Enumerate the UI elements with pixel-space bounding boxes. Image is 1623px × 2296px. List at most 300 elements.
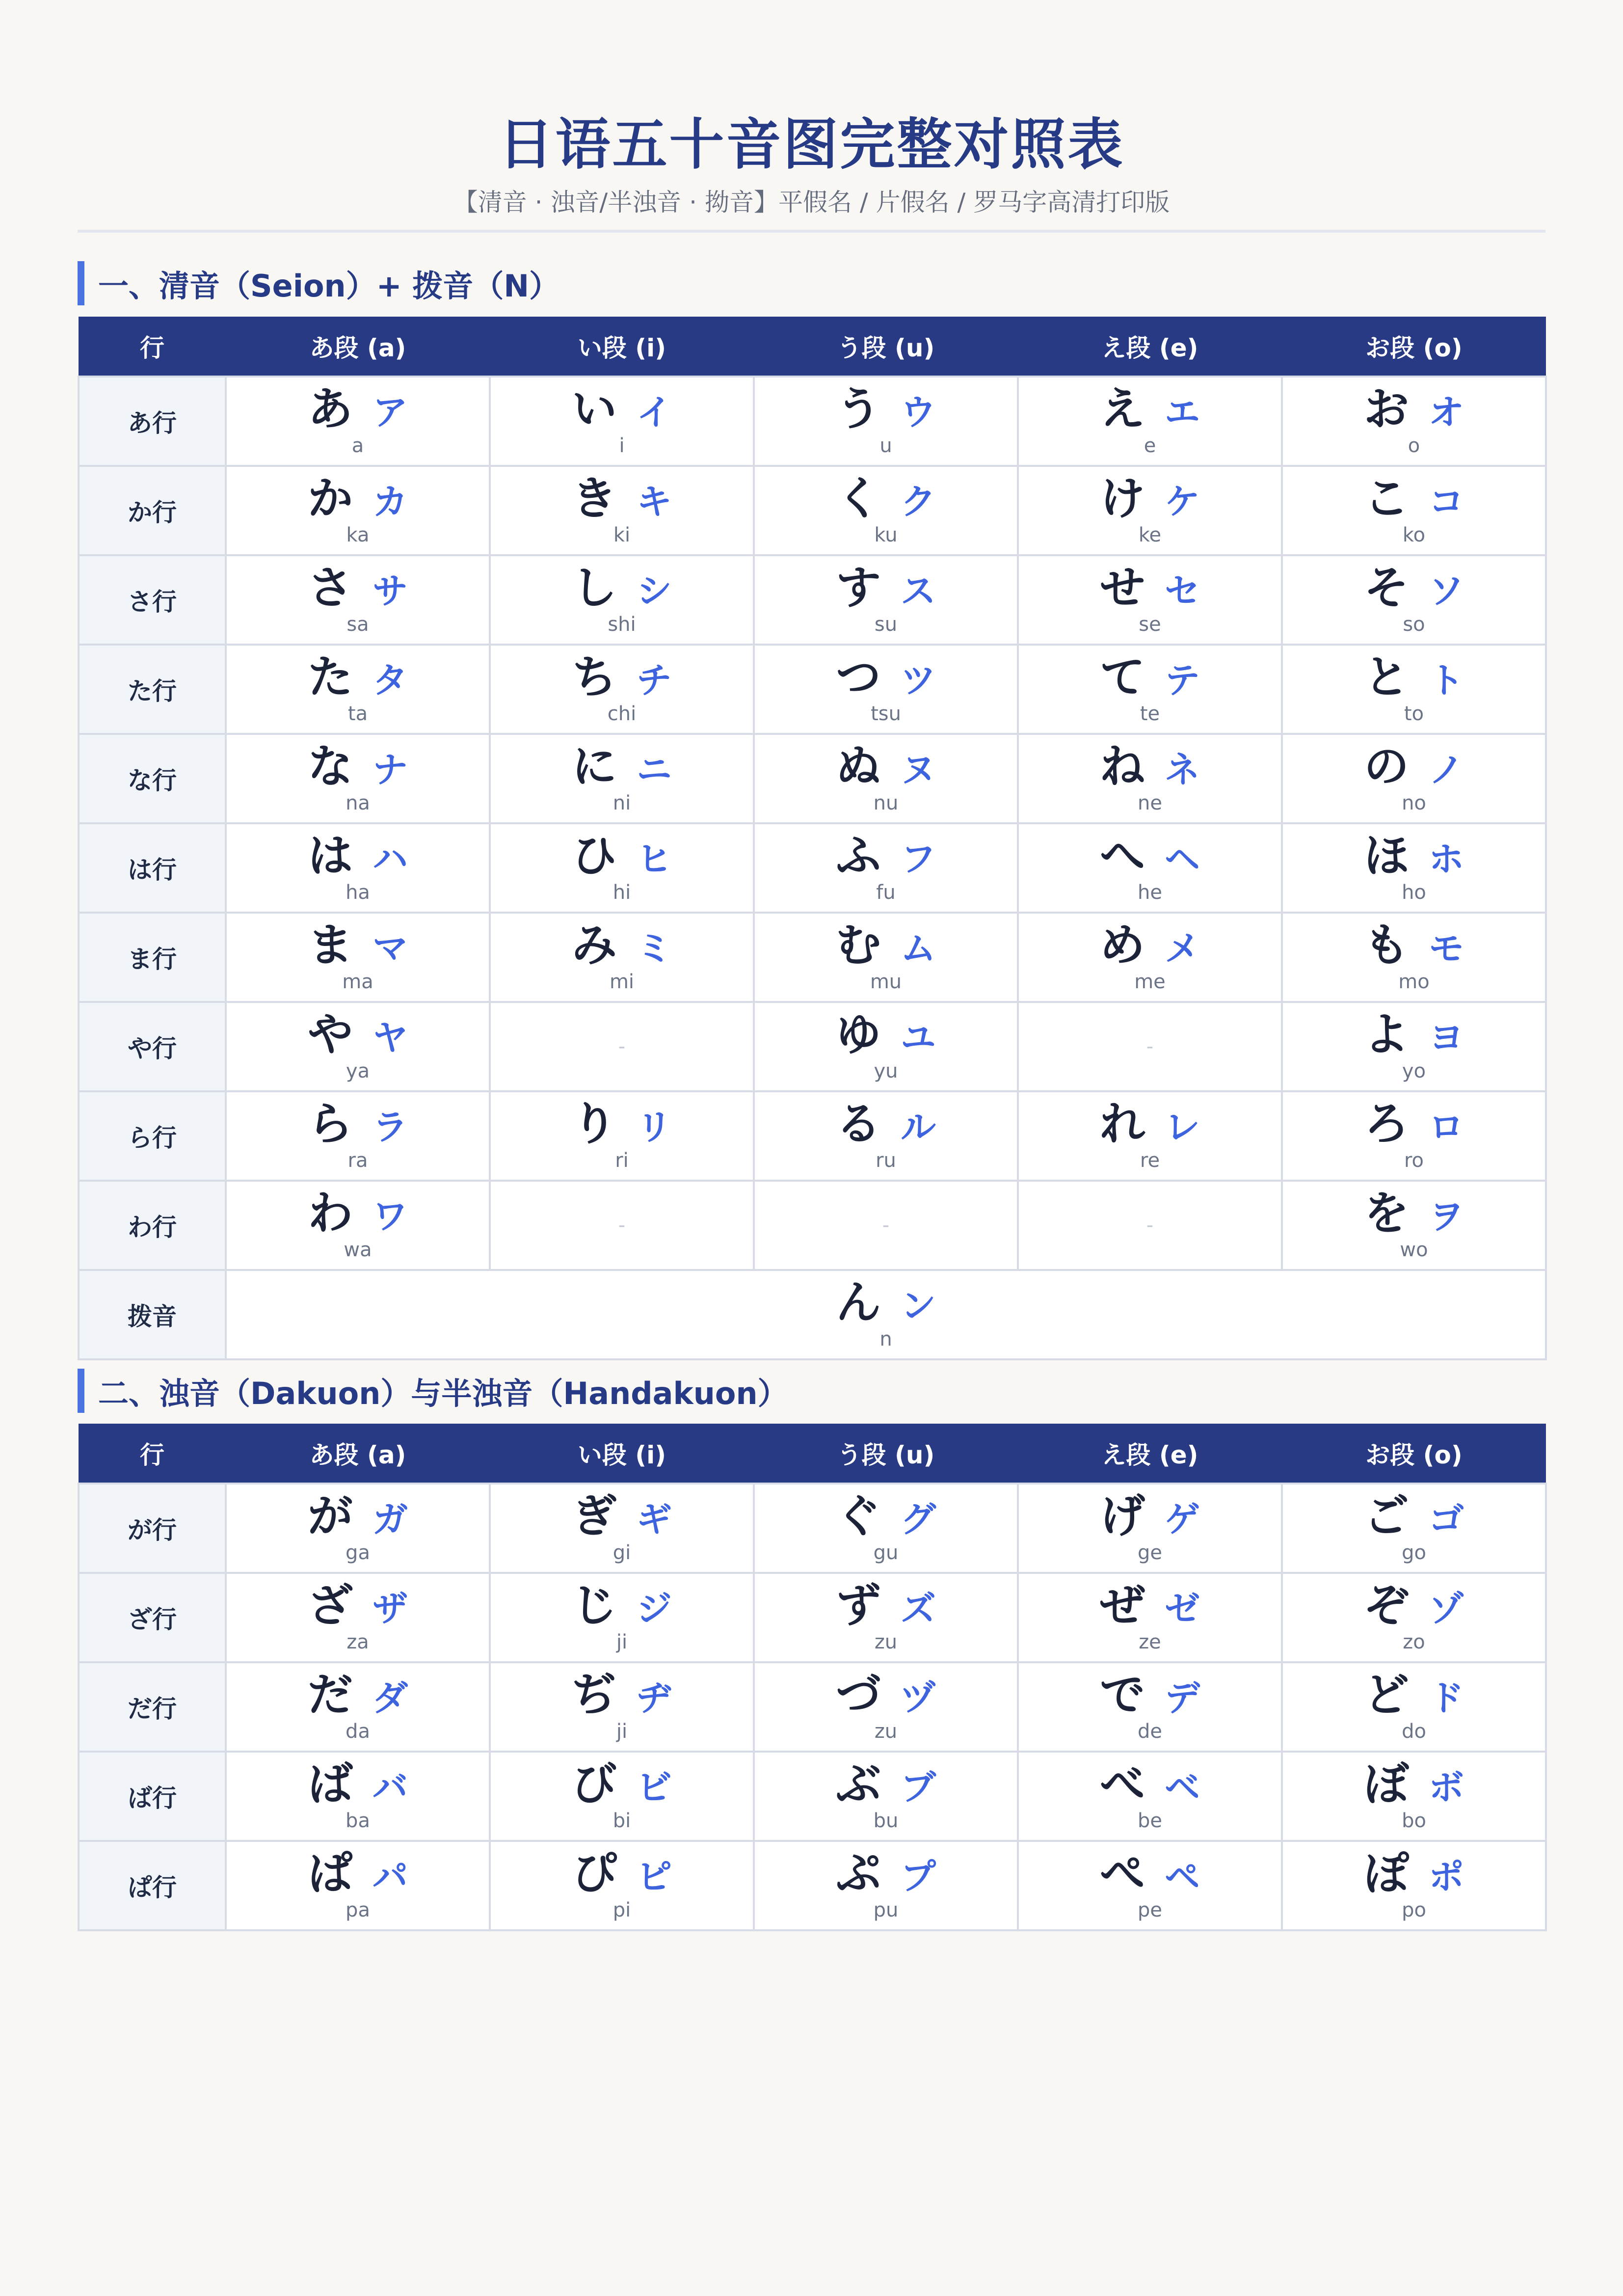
- katakana-char: ゴ: [1429, 1499, 1464, 1540]
- kana-cell: [1018, 377, 1282, 466]
- romaji-label: ku: [874, 524, 898, 546]
- hiragana-char: ふ: [835, 830, 881, 882]
- katakana-char: ゲ: [1165, 1499, 1200, 1540]
- kana-cell: [1282, 1573, 1546, 1662]
- kana-pair: [307, 1758, 408, 1832]
- hiragana-char: く: [835, 472, 881, 525]
- kana-cell: [226, 1573, 490, 1662]
- table-row: [79, 466, 1546, 555]
- row-label: さ行: [79, 555, 226, 645]
- kana-pair: [1099, 562, 1200, 636]
- romaji-label: n: [879, 1328, 892, 1351]
- romaji-label: o: [1408, 434, 1420, 457]
- table-row: [79, 1484, 1546, 1573]
- kana-pair: [571, 1847, 672, 1921]
- kana-pair: [1363, 919, 1464, 993]
- header-row-label: 行: [79, 317, 226, 377]
- romaji-label: fu: [876, 881, 896, 904]
- romaji-label: ki: [613, 524, 631, 546]
- katakana-char: ム: [901, 928, 936, 969]
- romaji-label: bi: [612, 1810, 631, 1832]
- kana-cell: [226, 1270, 1546, 1359]
- katakana-char: エ: [1165, 392, 1200, 433]
- romaji-label: re: [1140, 1149, 1160, 1172]
- romaji-label: ji: [616, 1631, 628, 1653]
- hiragana-char: ぼ: [1363, 1758, 1409, 1810]
- katakana-char: ブ: [901, 1767, 936, 1808]
- header-row-label: 行: [79, 1424, 226, 1484]
- kana-cell: [1018, 1841, 1282, 1930]
- kana-cell: [1282, 734, 1546, 823]
- table-row: [79, 1181, 1546, 1270]
- kana-pair: [1363, 562, 1464, 636]
- katakana-char: フ: [901, 838, 936, 880]
- kana-pair: [1363, 472, 1464, 546]
- header-column-u: う段 (u): [754, 317, 1018, 377]
- kana-pair: [1099, 472, 1200, 546]
- katakana-char: ヅ: [901, 1677, 936, 1719]
- hiragana-char: ぱ: [307, 1847, 353, 1900]
- romaji-label: no: [1402, 792, 1426, 814]
- katakana-char: ヤ: [372, 1017, 408, 1058]
- kana-cell: [490, 1841, 754, 1930]
- hiragana-char: こ: [1363, 472, 1409, 525]
- row-label: ま行: [79, 913, 226, 1002]
- kana-cell: [226, 1002, 490, 1091]
- kana-pair: [1099, 1669, 1200, 1743]
- kana-cell: [490, 1002, 754, 1091]
- romaji-label: ze: [1139, 1631, 1161, 1653]
- katakana-char: ペ: [1165, 1856, 1200, 1897]
- romaji-label: ji: [616, 1720, 628, 1743]
- romaji-label: ru: [876, 1149, 896, 1172]
- empty-cell-mark: -: [1146, 1035, 1154, 1058]
- hiragana-char: み: [571, 919, 617, 972]
- romaji-label: hi: [612, 881, 631, 904]
- kana-pair: [571, 472, 672, 546]
- hiragana-char: ぢ: [571, 1669, 617, 1721]
- romaji-label: ho: [1402, 881, 1426, 904]
- kana-pair: [1363, 1669, 1464, 1743]
- header-column-a: あ段 (a): [226, 1424, 490, 1484]
- hiragana-char: ぽ: [1363, 1847, 1409, 1900]
- kana-pair: [835, 1669, 936, 1743]
- romaji-label: go: [1402, 1541, 1426, 1564]
- section-title: 一、清音（Seion）+ 拨音（N）: [98, 268, 560, 304]
- kana-cell: [226, 466, 490, 555]
- romaji-label: i: [619, 434, 625, 457]
- hiragana-char: ぬ: [835, 740, 881, 793]
- kana-cell: [490, 1752, 754, 1841]
- katakana-char: ヌ: [901, 749, 936, 790]
- kana-pair: [835, 740, 936, 814]
- kana-pair: [835, 1098, 936, 1172]
- kana-pair: [307, 472, 408, 546]
- empty-cell-mark: -: [1146, 1214, 1154, 1237]
- katakana-char: ヒ: [637, 838, 672, 880]
- romaji-label: na: [346, 792, 370, 814]
- kana-pair: [835, 1490, 936, 1564]
- hiragana-char: ぞ: [1363, 1579, 1409, 1632]
- hiragana-char: の: [1363, 740, 1409, 793]
- kana-pair: [307, 1098, 408, 1172]
- row-label: な行: [79, 734, 226, 823]
- kana-pair: [307, 1847, 408, 1921]
- hiragana-char: て: [1099, 651, 1145, 703]
- romaji-label: yu: [874, 1060, 898, 1082]
- kana-cell: [1018, 1752, 1282, 1841]
- row-label: ば行: [79, 1752, 226, 1841]
- kana-cell: [490, 1484, 754, 1573]
- katakana-char: グ: [901, 1499, 936, 1540]
- hiragana-char: ざ: [307, 1579, 353, 1632]
- romaji-label: pu: [873, 1899, 899, 1921]
- katakana-char: ケ: [1165, 481, 1200, 522]
- kana-pair: [1363, 1579, 1464, 1653]
- kana-pair: [571, 740, 672, 814]
- kana-cell: [490, 913, 754, 1002]
- kana-cell: [1018, 734, 1282, 823]
- kana-cell: [1282, 1662, 1546, 1752]
- romaji-label: ma: [342, 971, 373, 993]
- kana-cell: [226, 734, 490, 823]
- hiragana-char: ど: [1363, 1669, 1409, 1721]
- romaji-label: ko: [1402, 524, 1426, 546]
- hiragana-char: や: [307, 1008, 353, 1061]
- hiragana-char: ぜ: [1099, 1579, 1145, 1632]
- hiragana-char: び: [571, 1758, 617, 1810]
- hiragana-char: ぎ: [571, 1490, 617, 1542]
- romaji-label: pa: [346, 1899, 370, 1921]
- hiragana-char: に: [571, 740, 617, 793]
- hiragana-char: ち: [571, 651, 617, 703]
- row-label: ぱ行: [79, 1841, 226, 1930]
- katakana-char: ツ: [901, 660, 936, 701]
- katakana-char: マ: [372, 928, 408, 969]
- header-column-e: え段 (e): [1018, 317, 1282, 377]
- romaji-label: ri: [615, 1149, 629, 1172]
- romaji-label: zu: [874, 1720, 898, 1743]
- katakana-char: ヲ: [1429, 1196, 1464, 1237]
- kana-cell: [754, 1181, 1018, 1270]
- romaji-label: gu: [873, 1541, 899, 1564]
- row-label: だ行: [79, 1662, 226, 1752]
- kana-cell: [226, 1484, 490, 1573]
- hiragana-char: む: [835, 919, 881, 972]
- hiragana-char: じ: [571, 1579, 617, 1632]
- hiragana-char: ぷ: [835, 1847, 881, 1900]
- kana-pair: [1099, 740, 1200, 814]
- kana-cell: [1018, 1484, 1282, 1573]
- romaji-label: ha: [346, 881, 370, 904]
- hiragana-char: さ: [307, 562, 353, 614]
- kana-cell: [226, 1662, 490, 1752]
- kana-pair: [1099, 1098, 1200, 1172]
- kana-pair: [571, 919, 672, 993]
- hiragana-char: ひ: [571, 830, 617, 882]
- kana-pair: [1363, 830, 1464, 904]
- hiragana-char: め: [1099, 919, 1145, 972]
- section-heading-seion: [78, 261, 1545, 305]
- kana-pair: [307, 383, 408, 457]
- katakana-char: テ: [1165, 660, 1200, 701]
- hiragana-char: だ: [307, 1669, 353, 1721]
- kana-pair: [307, 830, 408, 904]
- kana-pair: [307, 1187, 408, 1261]
- kana-pair: [835, 472, 936, 546]
- romaji-label: do: [1402, 1720, 1426, 1743]
- kana-cell: [1018, 1002, 1282, 1091]
- romaji-label: chi: [607, 702, 637, 725]
- romaji-label: zu: [874, 1631, 898, 1653]
- hiragana-char: う: [835, 383, 881, 435]
- romaji-label: mo: [1398, 971, 1430, 993]
- romaji-label: bu: [873, 1810, 899, 1832]
- hiragana-char: ぴ: [571, 1847, 617, 1900]
- header-column-o: お段 (o): [1282, 1424, 1546, 1484]
- katakana-char: ピ: [637, 1856, 672, 1897]
- kana-cell: [1018, 1662, 1282, 1752]
- hiragana-char: ん: [835, 1276, 881, 1329]
- kana-pair: [1099, 1490, 1200, 1564]
- kana-cell: [1282, 1484, 1546, 1573]
- kana-pair: [307, 651, 408, 725]
- hiragana-char: よ: [1363, 1008, 1409, 1061]
- hiragana-char: い: [571, 383, 617, 435]
- kana-pair: [307, 919, 408, 993]
- hiragana-char: し: [571, 562, 617, 614]
- katakana-char: イ: [637, 392, 672, 433]
- table-header-row: [79, 1424, 1546, 1484]
- header-column-u: う段 (u): [754, 1424, 1018, 1484]
- romaji-label: ka: [346, 524, 370, 546]
- katakana-char: ポ: [1429, 1856, 1464, 1897]
- katakana-char: ノ: [1429, 749, 1464, 790]
- hiragana-char: あ: [307, 383, 353, 435]
- katakana-char: ル: [901, 1107, 936, 1148]
- kana-cell: [490, 1662, 754, 1752]
- kana-cell: [490, 734, 754, 823]
- hiragana-char: ね: [1099, 740, 1145, 793]
- hiragana-char: で: [1099, 1669, 1145, 1721]
- romaji-label: se: [1139, 613, 1161, 636]
- katakana-char: ラ: [372, 1107, 408, 1148]
- row-label: ざ行: [79, 1573, 226, 1662]
- katakana-char: ザ: [372, 1588, 408, 1629]
- romaji-label: be: [1138, 1810, 1162, 1832]
- kana-pair: [571, 1579, 672, 1653]
- hiragana-char: る: [835, 1098, 881, 1150]
- katakana-char: ボ: [1429, 1767, 1464, 1808]
- kana-cell: [754, 555, 1018, 645]
- kana-cell: [754, 466, 1018, 555]
- kana-cell: [226, 823, 490, 913]
- row-label: か行: [79, 466, 226, 555]
- hiragana-char: な: [307, 740, 353, 793]
- kana-cell: [226, 645, 490, 734]
- header-column-i: い段 (i): [490, 1424, 754, 1484]
- katakana-char: メ: [1165, 928, 1200, 969]
- table-row: [79, 377, 1546, 466]
- hiragana-char: き: [571, 472, 617, 525]
- table-row: [79, 1841, 1546, 1930]
- hiragana-char: と: [1363, 651, 1409, 703]
- romaji-label: ba: [346, 1810, 370, 1832]
- kana-pair: [1099, 383, 1200, 457]
- katakana-char: ホ: [1429, 838, 1464, 880]
- kana-pair: [307, 562, 408, 636]
- katakana-char: ヘ: [1165, 838, 1200, 880]
- kana-cell: [1282, 913, 1546, 1002]
- kana-cell: [226, 1091, 490, 1181]
- hiragana-char: り: [571, 1098, 617, 1150]
- kana-cell: [754, 1484, 1018, 1573]
- row-label: は行: [79, 823, 226, 913]
- section-accent-bar: [78, 261, 84, 305]
- table-row: [79, 1002, 1546, 1091]
- katakana-char: ゾ: [1429, 1588, 1464, 1629]
- kana-pair: [835, 651, 936, 725]
- header-column-o: お段 (o): [1282, 317, 1546, 377]
- hiragana-char: を: [1363, 1187, 1409, 1240]
- kana-cell: [754, 913, 1018, 1002]
- row-label: や行: [79, 1002, 226, 1091]
- table-row: [79, 734, 1546, 823]
- kana-cell: [1018, 913, 1282, 1002]
- kana-cell: [490, 1573, 754, 1662]
- kana-cell: [754, 1002, 1018, 1091]
- kana-pair: [835, 562, 936, 636]
- kana-cell: [754, 1841, 1018, 1930]
- romaji-label: ge: [1138, 1541, 1162, 1564]
- romaji-label: ro: [1404, 1149, 1424, 1172]
- hiragana-char: か: [307, 472, 353, 525]
- kana-pair: [1099, 1579, 1200, 1653]
- romaji-label: su: [874, 613, 898, 636]
- kana-cell: [1282, 645, 1546, 734]
- katakana-char: ゼ: [1165, 1588, 1200, 1629]
- katakana-char: シ: [637, 570, 672, 612]
- kana-cell: [754, 645, 1018, 734]
- kana-cell: [754, 1091, 1018, 1181]
- katakana-char: レ: [1165, 1107, 1200, 1148]
- table-row: [79, 1270, 1546, 1359]
- kana-pair: [1363, 1490, 1464, 1564]
- romaji-label: mi: [609, 971, 635, 993]
- katakana-char: ギ: [637, 1499, 672, 1540]
- romaji-label: so: [1403, 613, 1425, 636]
- kana-pair: [1099, 830, 1200, 904]
- romaji-label: zo: [1403, 1631, 1425, 1653]
- kana-pair: [1363, 1098, 1464, 1172]
- katakana-char: ニ: [637, 749, 672, 790]
- kana-pair: [571, 651, 672, 725]
- romaji-label: pi: [612, 1899, 631, 1921]
- hiragana-char: け: [1099, 472, 1145, 525]
- romaji-label: za: [346, 1631, 369, 1653]
- hiragana-char: ば: [307, 1758, 353, 1810]
- katakana-char: コ: [1429, 481, 1464, 522]
- romaji-label: a: [351, 434, 364, 457]
- kana-cell: [1282, 377, 1546, 466]
- romaji-label: sa: [346, 613, 369, 636]
- kana-cell: [226, 377, 490, 466]
- table-row: [79, 1573, 1546, 1662]
- kana-cell: [1282, 1091, 1546, 1181]
- kana-cell: [1282, 1841, 1546, 1930]
- kana-pair: [307, 1579, 408, 1653]
- kana-cell: [226, 1841, 490, 1930]
- romaji-label: ya: [346, 1060, 370, 1082]
- kana-cell: [490, 1091, 754, 1181]
- kana-cell: [490, 1181, 754, 1270]
- hiragana-char: へ: [1099, 830, 1145, 882]
- romaji-label: wa: [344, 1239, 372, 1261]
- table-row: [79, 1091, 1546, 1181]
- katakana-char: ハ: [372, 838, 408, 880]
- seion-table: [78, 317, 1547, 1360]
- kana-cell: [1018, 1181, 1282, 1270]
- katakana-char: リ: [637, 1107, 672, 1148]
- row-label: 拨音: [79, 1270, 226, 1359]
- katakana-char: カ: [372, 481, 408, 522]
- hiragana-char: は: [307, 830, 353, 882]
- hiragana-char: お: [1363, 383, 1409, 435]
- katakana-char: ダ: [372, 1677, 408, 1719]
- page-title: 日语五十音图完整对照表: [498, 113, 1125, 177]
- romaji-label: gi: [612, 1541, 631, 1564]
- hiragana-char: が: [307, 1490, 353, 1542]
- kana-pair: [1363, 1187, 1464, 1261]
- kana-cell: [226, 1181, 490, 1270]
- katakana-char: セ: [1165, 570, 1200, 612]
- kana-cell: [490, 555, 754, 645]
- hiragana-char: ぐ: [835, 1490, 881, 1542]
- kana-pair: [835, 383, 936, 457]
- kana-pair: [571, 830, 672, 904]
- kana-pair: [307, 740, 408, 814]
- kana-cell: [754, 1752, 1018, 1841]
- kana-pair: [1099, 1758, 1200, 1832]
- title-divider: [78, 230, 1545, 233]
- kana-pair: [835, 919, 936, 993]
- row-label: わ行: [79, 1181, 226, 1270]
- hiragana-char: た: [307, 651, 353, 703]
- hiragana-char: ゆ: [835, 1008, 881, 1061]
- kana-cell: [754, 823, 1018, 913]
- kana-pair: [1363, 1008, 1464, 1082]
- romaji-label: mu: [870, 971, 902, 993]
- hiragana-char: わ: [307, 1187, 353, 1240]
- romaji-label: me: [1134, 971, 1166, 993]
- dakuon-table: [78, 1424, 1547, 1931]
- romaji-label: shi: [608, 613, 636, 636]
- katakana-char: ク: [901, 481, 936, 522]
- romaji-label: nu: [873, 792, 899, 814]
- kana-pair: [571, 1098, 672, 1172]
- katakana-char: ア: [372, 392, 408, 433]
- romaji-label: pe: [1138, 1899, 1162, 1921]
- katakana-char: ビ: [637, 1767, 672, 1808]
- katakana-char: ネ: [1165, 749, 1200, 790]
- katakana-char: ガ: [372, 1499, 408, 1540]
- kana-cell: [226, 913, 490, 1002]
- kana-cell: [754, 1573, 1018, 1662]
- katakana-char: ベ: [1165, 1767, 1200, 1808]
- hiragana-char: ほ: [1363, 830, 1409, 882]
- hiragana-char: ご: [1363, 1490, 1409, 1542]
- kana-pair: [571, 383, 672, 457]
